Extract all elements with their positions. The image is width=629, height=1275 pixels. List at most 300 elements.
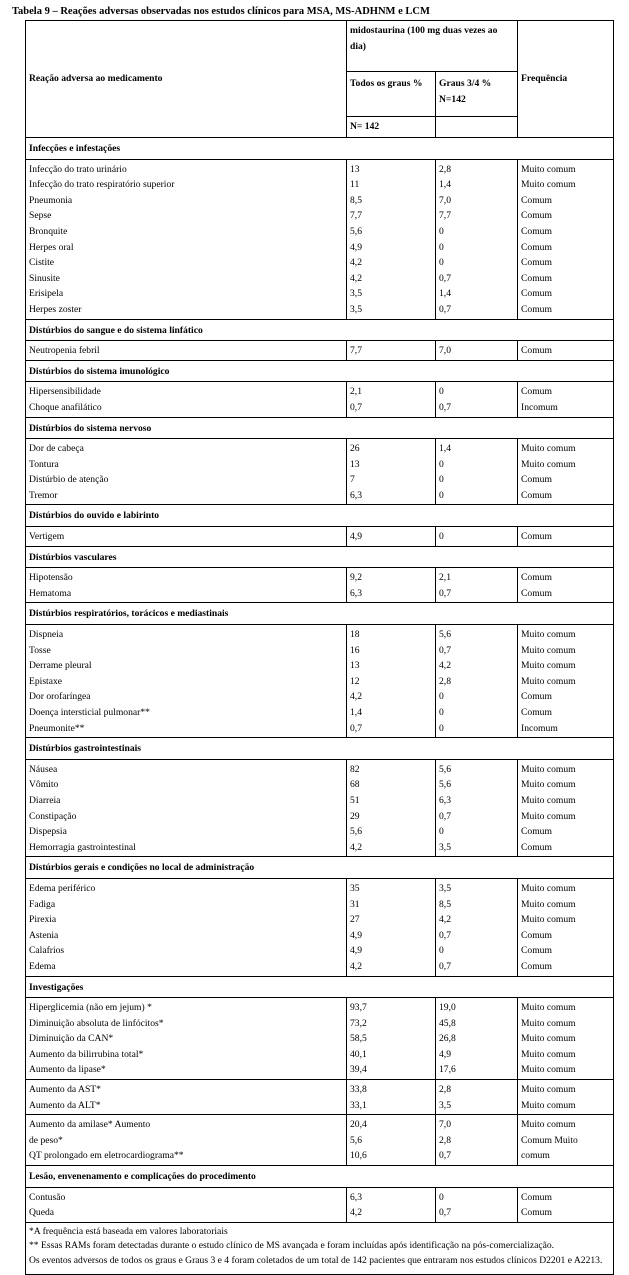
cell-value: 39,4 xyxy=(350,1064,367,1076)
cell-value: 11 xyxy=(350,179,360,191)
cell-value: Muito comum xyxy=(521,810,576,822)
cell-value: Muito comum xyxy=(521,1064,576,1076)
cell-value: Muito comum xyxy=(521,458,576,470)
cell-value: Muito comum xyxy=(521,179,576,191)
cell-value: Muito comum xyxy=(521,1084,576,1096)
cell-value: 0,7 xyxy=(439,1207,451,1219)
table-row xyxy=(26,341,614,361)
frequency-cell xyxy=(518,527,614,547)
frequency-cell xyxy=(518,1115,614,1166)
cell-value: 40,1 xyxy=(350,1048,367,1060)
cell-value: Infecção do trato urinário xyxy=(29,163,127,175)
grade34-cell xyxy=(436,625,518,738)
table-row xyxy=(26,1080,614,1115)
section-row xyxy=(26,360,614,382)
header-frequency: Frequência xyxy=(518,21,614,138)
cell-value: Dispneia xyxy=(29,629,64,641)
cell-value: 4,9 xyxy=(350,531,362,543)
cell-value: Comum xyxy=(521,929,552,941)
cell-value: 8,5 xyxy=(350,194,362,206)
all-grades-cell xyxy=(347,878,436,976)
section-heading: Distúrbios do sistema imunológico xyxy=(26,360,614,382)
cell-value: 1,4 xyxy=(439,179,451,191)
cell-value: Sepse xyxy=(29,210,52,222)
cell-value: Muito comum xyxy=(521,675,576,687)
cell-value: 0 xyxy=(439,826,444,838)
cell-value: Comum xyxy=(521,841,552,853)
reaction-cell xyxy=(26,439,347,505)
table-row xyxy=(26,439,614,505)
footnote-text: ** Essas RAMs foram detectadas durante o estudo clínico de MS avançada e foram incluídas após identificação na pós-comercialização. xyxy=(29,1240,555,1252)
cell-value: Vômito xyxy=(29,779,59,791)
cell-value: 13 xyxy=(350,458,360,470)
section-row xyxy=(26,319,614,341)
reaction-cell xyxy=(26,1080,347,1115)
cell-value: 1,4 xyxy=(350,707,362,718)
frequency-cell xyxy=(518,1080,614,1115)
header-drug: midostaurina (100 mg duas vezes ao dia) xyxy=(347,21,518,72)
cell-value: Comum xyxy=(521,474,552,486)
header-empty-cell xyxy=(436,117,518,138)
all-grades-cell xyxy=(347,998,436,1080)
cell-value: 7,0 xyxy=(439,194,451,206)
cell-value: 6,3 xyxy=(350,587,362,599)
cell-value: Aumento da amilase* Aumento xyxy=(29,1119,151,1131)
cell-value: Sinusite xyxy=(29,272,60,284)
table-row xyxy=(26,159,614,319)
all-grades-cell xyxy=(347,568,436,603)
cell-value: Tontura xyxy=(29,458,59,470)
cell-value: 20,4 xyxy=(350,1119,367,1131)
cell-value: Comum xyxy=(521,225,552,237)
cell-value: 5,6 xyxy=(439,629,451,641)
cell-value: 4,9 xyxy=(439,1048,451,1060)
cell-value: Neutropenia febril xyxy=(29,345,100,357)
cell-value: 29 xyxy=(350,810,360,822)
cell-value: Tremor xyxy=(29,489,58,501)
frequency-cell xyxy=(518,568,614,603)
cell-value: Calafrios xyxy=(29,945,65,957)
cell-value: Aumento da ALT* xyxy=(29,1099,101,1111)
reaction-cell xyxy=(26,568,347,603)
cell-value: 5,6 xyxy=(439,763,451,775)
header-row xyxy=(26,21,614,72)
section-heading: Distúrbios vasculares xyxy=(26,546,614,568)
section-heading: Lesão, envenenamento e complicações do procedimento xyxy=(26,1166,614,1188)
cell-value: Muito comum xyxy=(521,1048,576,1060)
cell-value: Comum xyxy=(521,1191,552,1203)
cell-value: 17,6 xyxy=(439,1064,456,1076)
cell-value: Comum xyxy=(521,257,552,269)
cell-value: 3,5 xyxy=(439,882,451,894)
table-row xyxy=(26,759,614,857)
cell-value: 0 xyxy=(439,489,444,501)
cell-value: Comum xyxy=(521,572,552,584)
cell-value: 4,2 xyxy=(350,960,362,972)
footnote-text: *A frequência está baseada em valores laboratoriais xyxy=(29,1225,228,1237)
cell-value: 5,6 xyxy=(350,225,362,237)
frequency-cell xyxy=(518,1187,614,1222)
cell-value: 45,8 xyxy=(439,1017,456,1029)
cell-value: Dor de cabeça xyxy=(29,443,84,455)
cell-value: 68 xyxy=(350,779,360,791)
cell-value: Comum xyxy=(521,489,552,501)
cell-value: 3,5 xyxy=(439,841,451,853)
cell-value: 8,5 xyxy=(439,898,451,910)
cell-value: 2,1 xyxy=(350,386,362,398)
cell-value: Aumento da AST* xyxy=(29,1084,101,1096)
grade34-cell xyxy=(436,159,518,319)
cell-value: 5,6 xyxy=(439,779,451,791)
cell-value: Herpes oral xyxy=(29,241,74,253)
all-grades-cell xyxy=(347,1187,436,1222)
cell-value: Edema periférico xyxy=(29,882,96,894)
table-row xyxy=(26,527,614,547)
frequency-cell xyxy=(518,439,614,505)
frequency-cell xyxy=(518,341,614,361)
grade34-cell xyxy=(436,759,518,857)
cell-value: 0 xyxy=(439,722,444,734)
cell-value: 12 xyxy=(350,675,360,687)
cell-value: 4,9 xyxy=(350,929,362,941)
cell-value: 2,1 xyxy=(439,572,451,584)
table-row xyxy=(26,1115,614,1166)
section-row xyxy=(26,505,614,527)
cell-value: 4,2 xyxy=(350,272,362,284)
reaction-cell xyxy=(26,527,347,547)
section-row xyxy=(26,738,614,760)
cell-value: 0 xyxy=(439,386,444,398)
cell-value: Erisipela xyxy=(29,288,64,300)
table-title: Tabela 9 – Reações adversas observadas nos estudos clínicos para MSA, MS-ADHNM e LCM xyxy=(12,6,430,17)
cell-value: 0,7 xyxy=(350,401,362,413)
cell-value: Contusão xyxy=(29,1191,66,1203)
cell-value: 0 xyxy=(439,257,444,269)
cell-value: Incomum xyxy=(521,401,558,413)
cell-value: Dispepsia xyxy=(29,826,67,838)
frequency-cell xyxy=(518,998,614,1080)
cell-value: 13 xyxy=(350,660,360,672)
cell-value: 4,2 xyxy=(350,841,362,853)
cell-value: Comum xyxy=(521,303,552,315)
cell-value: 0 xyxy=(439,691,444,703)
cell-value: Comum xyxy=(521,960,552,972)
cell-value: 0 xyxy=(439,474,444,486)
cell-value: 0 xyxy=(439,458,444,470)
cell-value: 4,9 xyxy=(350,945,362,957)
cell-value: 5,6 xyxy=(350,826,362,838)
cell-value: Comum xyxy=(521,945,552,957)
cell-value: 7,7 xyxy=(350,210,362,222)
cell-value: Hemorragia gastrointestinal xyxy=(29,841,136,853)
cell-value: Diarreia xyxy=(29,794,61,806)
cell-value: 73,2 xyxy=(350,1017,367,1029)
cell-value: 7,0 xyxy=(439,345,451,357)
cell-value: 0,7 xyxy=(439,810,451,822)
cell-value: 3,5 xyxy=(350,303,362,315)
section-row xyxy=(26,138,614,160)
section-heading: Infecções e infestações xyxy=(26,138,614,160)
cell-value: 6,3 xyxy=(439,794,451,806)
cell-value: 2,8 xyxy=(439,1084,451,1096)
cell-value: Muito comum xyxy=(521,644,576,656)
frequency-cell xyxy=(518,159,614,319)
reaction-cell xyxy=(26,159,347,319)
frequency-cell xyxy=(518,625,614,738)
cell-value: 4,2 xyxy=(439,660,451,672)
cell-value: Muito comum xyxy=(521,660,576,672)
cell-value: 26,8 xyxy=(439,1033,456,1045)
cell-value: 3,5 xyxy=(350,288,362,300)
cell-value: Muito comum xyxy=(521,763,576,775)
grade34-cell xyxy=(436,878,518,976)
section-heading: Distúrbios respiratórios, torácicos e mediastinais xyxy=(26,603,614,625)
table-row xyxy=(26,878,614,976)
cell-value: 0,7 xyxy=(439,929,451,941)
cell-value: Edema xyxy=(29,960,56,972)
cell-value: 0 xyxy=(439,945,444,957)
cell-value: Muito comum xyxy=(521,898,576,910)
cell-value: 0 xyxy=(439,531,444,543)
cell-value: Muito comum xyxy=(521,1017,576,1029)
cell-value: Choque anafilático xyxy=(29,401,102,413)
cell-value: 16 xyxy=(350,644,360,656)
reaction-cell xyxy=(26,341,347,361)
adverse-reactions-table xyxy=(25,20,614,1275)
section-row xyxy=(26,546,614,568)
reaction-cell xyxy=(26,998,347,1080)
cell-value: Distúrbio de atenção xyxy=(29,474,109,486)
section-row xyxy=(26,857,614,879)
header-all-grades: Todos os graus % xyxy=(347,72,436,117)
grade34-cell xyxy=(436,568,518,603)
cell-value: Fadiga xyxy=(29,898,56,910)
cell-value: 4,9 xyxy=(350,241,362,253)
table-row xyxy=(26,568,614,603)
cell-value: Hipotensão xyxy=(29,572,73,584)
cell-value: Muito comum xyxy=(521,629,576,641)
cell-value: 0,7 xyxy=(439,960,451,972)
cell-value: Pneumonite** xyxy=(29,722,85,734)
cell-value: de peso* xyxy=(29,1134,63,1146)
cell-value: Comum xyxy=(521,241,552,253)
header-n: N= 142 xyxy=(347,117,436,138)
cell-value: Aumento da lipase* xyxy=(29,1064,106,1076)
section-heading: Distúrbios do sangue e do sistema linfático xyxy=(26,319,614,341)
cell-value: 7,7 xyxy=(350,345,362,357)
all-grades-cell xyxy=(347,625,436,738)
section-row xyxy=(26,976,614,998)
cell-value: Comum xyxy=(521,587,552,599)
cell-value: 2,8 xyxy=(439,163,451,175)
all-grades-cell xyxy=(347,1115,436,1166)
cell-value: Comum xyxy=(521,288,552,300)
section-heading: Distúrbios do sistema nervoso xyxy=(26,417,614,439)
cell-value: Pirexia xyxy=(29,914,57,926)
cell-value: Muito comum xyxy=(521,443,576,455)
cell-value: 31 xyxy=(350,898,360,910)
section-row xyxy=(26,603,614,625)
grade34-cell xyxy=(436,998,518,1080)
cell-value: Muito comum xyxy=(521,914,576,926)
cell-value: Comum Muito xyxy=(521,1134,578,1146)
cell-value: Comum xyxy=(521,194,552,206)
cell-value: Comum xyxy=(521,272,552,284)
cell-value: Muito comum xyxy=(521,882,576,894)
cell-value: 58,5 xyxy=(350,1033,367,1045)
cell-value: 0,7 xyxy=(439,303,451,315)
cell-value: 9,2 xyxy=(350,572,362,584)
cell-value: 26 xyxy=(350,443,360,455)
cell-value: Incomum xyxy=(521,722,558,734)
cell-value: 0 xyxy=(439,1191,444,1203)
cell-value: Muito comum xyxy=(521,1119,576,1131)
cell-value: Muito comum xyxy=(521,1033,576,1045)
header-grade34: Graus 3/4 % N=142 xyxy=(436,72,518,117)
cell-value: 2,8 xyxy=(439,1134,451,1146)
cell-value: 6,3 xyxy=(350,1191,362,1203)
cell-value: 4,2 xyxy=(439,914,451,926)
reaction-cell xyxy=(26,1187,347,1222)
cell-value: Muito comum xyxy=(521,163,576,175)
frequency-cell xyxy=(518,759,614,857)
grade34-cell xyxy=(436,341,518,361)
cell-value: Dor orofaríngea xyxy=(29,691,91,703)
reaction-cell xyxy=(26,759,347,857)
cell-value: 0,7 xyxy=(439,644,451,656)
cell-value: Muito comum xyxy=(521,1002,576,1014)
cell-value: 13 xyxy=(350,163,360,175)
cell-value: Cistite xyxy=(29,257,55,269)
cell-value: 2,8 xyxy=(439,675,451,687)
reaction-cell xyxy=(26,382,347,417)
cell-value: Hipersensibilidade xyxy=(29,386,101,398)
cell-value: 1,4 xyxy=(439,288,451,300)
grade34-cell xyxy=(436,382,518,417)
frequency-cell xyxy=(518,878,614,976)
cell-value: Comum xyxy=(521,1207,552,1219)
cell-value: 0 xyxy=(439,707,444,718)
cell-value: Tosse xyxy=(29,644,51,656)
reaction-cell xyxy=(26,625,347,738)
cell-value: Vertigem xyxy=(29,531,65,543)
cell-value: Bronquite xyxy=(29,225,68,237)
cell-value: Náusea xyxy=(29,763,58,775)
cell-value: 33,8 xyxy=(350,1084,367,1096)
cell-value: Comum xyxy=(521,826,552,838)
table-row xyxy=(26,625,614,738)
cell-value: 0 xyxy=(439,225,444,237)
section-row xyxy=(26,417,614,439)
cell-value: 0 xyxy=(439,241,444,253)
cell-value: 4,2 xyxy=(350,257,362,269)
grade34-cell xyxy=(436,1115,518,1166)
cell-value: Comum xyxy=(521,531,552,543)
cell-value: QT prolongado em eletrocardiograma** xyxy=(29,1150,184,1162)
cell-value: 35 xyxy=(350,882,360,894)
cell-value: Comum xyxy=(521,210,552,222)
cell-value: 18 xyxy=(350,629,360,641)
cell-value: Queda xyxy=(29,1207,55,1219)
all-grades-cell xyxy=(347,382,436,417)
table-row xyxy=(26,998,614,1080)
cell-value: Aumento da bilirrubina total* xyxy=(29,1048,144,1060)
grade34-cell xyxy=(436,527,518,547)
all-grades-cell xyxy=(347,1080,436,1115)
all-grades-cell xyxy=(347,439,436,505)
cell-value: Doença intersticial pulmonar** xyxy=(29,707,150,718)
section-heading: Distúrbios do ouvido e labirinto xyxy=(26,505,614,527)
cell-value: 0,7 xyxy=(439,401,451,413)
cell-value: Hematoma xyxy=(29,587,72,599)
all-grades-cell xyxy=(347,341,436,361)
section-heading: Distúrbios gastrointestinais xyxy=(26,738,614,760)
cell-value: Diminuição da CAN* xyxy=(29,1033,114,1045)
cell-value: Derrame pleural xyxy=(29,660,92,672)
reaction-cell xyxy=(26,878,347,976)
cell-value: 4,2 xyxy=(350,691,362,703)
cell-value: Diminuição absoluta de linfócitos* xyxy=(29,1017,164,1029)
cell-value: 0,7 xyxy=(439,272,451,284)
cell-value: 3,5 xyxy=(439,1099,451,1111)
cell-value: 0,7 xyxy=(350,722,362,734)
header-reaction: Reação adversa ao medicamento xyxy=(26,21,347,138)
table-row xyxy=(26,1187,614,1222)
cell-value: 51 xyxy=(350,794,360,806)
cell-value: Herpes zoster xyxy=(29,303,82,315)
cell-value: Comum xyxy=(521,691,552,703)
grade34-cell xyxy=(436,439,518,505)
grade34-cell xyxy=(436,1080,518,1115)
cell-value: Astenia xyxy=(29,929,59,941)
cell-value: Comum xyxy=(521,345,552,357)
cell-value: Muito comum xyxy=(521,1099,576,1111)
cell-value: 33,1 xyxy=(350,1099,367,1111)
cell-value: Muito comum xyxy=(521,779,576,791)
cell-value: 4,2 xyxy=(350,1207,362,1219)
cell-value: Pneumonia xyxy=(29,194,73,206)
cell-value: comum xyxy=(521,1150,550,1162)
cell-value: 0,7 xyxy=(439,587,451,599)
grade34-cell xyxy=(436,1187,518,1222)
cell-value: Comum xyxy=(521,386,552,398)
footnote-text: Os eventos adversos de todos os graus e Graus 3 e 4 foram coletados de um total de 142 pacientes que entraram nos estudos clínicos D2201 e A2213. xyxy=(29,1254,603,1266)
cell-value: 7,0 xyxy=(439,1119,451,1131)
section-row xyxy=(26,1166,614,1188)
cell-value: 7,7 xyxy=(439,210,451,222)
cell-value: 93,7 xyxy=(350,1002,367,1014)
cell-value: 5,6 xyxy=(350,1134,362,1146)
cell-value: 0,7 xyxy=(439,1150,451,1162)
cell-value: 7 xyxy=(350,474,355,486)
cell-value: 6,3 xyxy=(350,489,362,501)
section-heading: Investigações xyxy=(26,976,614,998)
cell-value: Infecção do trato respiratório superior xyxy=(29,179,175,191)
reaction-cell xyxy=(26,1115,347,1166)
all-grades-cell xyxy=(347,759,436,857)
frequency-cell xyxy=(518,382,614,417)
cell-value: Constipação xyxy=(29,810,77,822)
cell-value: 19,0 xyxy=(439,1002,456,1014)
cell-value: 1,4 xyxy=(439,443,451,455)
cell-value: 82 xyxy=(350,763,360,775)
cell-value: Comum xyxy=(521,707,552,718)
section-heading: Distúrbios gerais e condições no local de administração xyxy=(26,857,614,879)
cell-value: 27 xyxy=(350,914,360,926)
cell-value: 10,6 xyxy=(350,1150,367,1162)
cell-value: Muito comum xyxy=(521,794,576,806)
all-grades-cell xyxy=(347,527,436,547)
